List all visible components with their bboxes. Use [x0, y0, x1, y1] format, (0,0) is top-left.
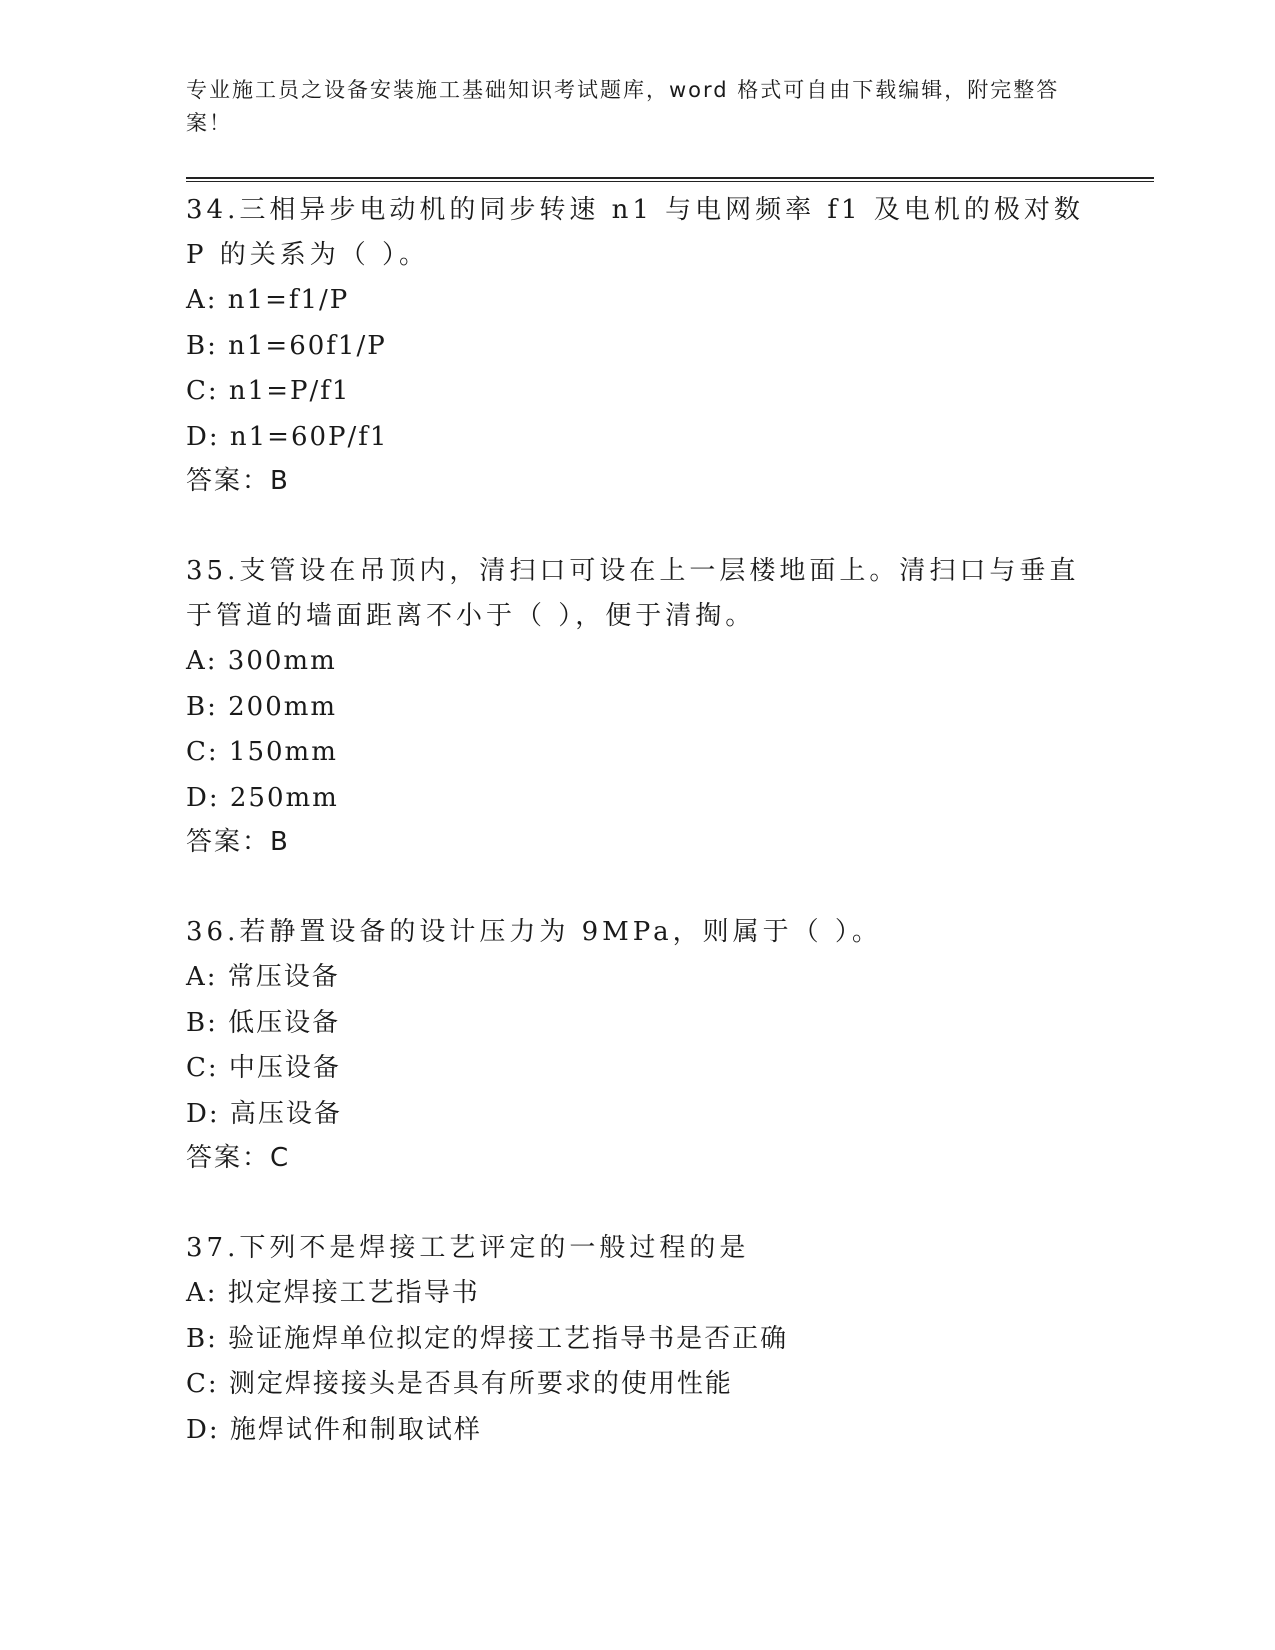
option-a: A: 常压设备	[186, 962, 340, 992]
option-c: C: 测定焊接接头是否具有所要求的使用性能	[186, 1369, 733, 1399]
answer-line: 答案：B	[186, 466, 290, 496]
option-a: A: n1=f1/P	[186, 285, 350, 315]
option-c: C: n1=P/f1	[186, 376, 351, 406]
option-b: B: n1=60f1/P	[186, 330, 387, 361]
option-d: D: 施焊试件和制取试样	[186, 1414, 482, 1445]
question-stem: 34.三相异步电动机的同步转速 n1 与电网频率 f1 及电机的极对数 P 的关系为（ ）。	[186, 195, 1084, 270]
option-a: A: 拟定焊接工艺指导书	[186, 1278, 480, 1308]
question-35	[186, 549, 1086, 864]
option-c: C: 150mm	[186, 737, 338, 767]
question-stem: 35.支管设在吊顶内，清扫口可设在上一层楼地面上。清扫口与垂直于管道的墙面距离不小于（ ），便于清掏。	[186, 556, 1080, 631]
option-d: D: 250mm	[186, 782, 339, 813]
option-b: B: 200mm	[186, 691, 338, 722]
header-divider	[186, 177, 1154, 182]
option-d: D: 高压设备	[186, 1098, 342, 1129]
question-stem: 36.若静置设备的设计压力为 9MPa，则属于（ ）。	[186, 917, 882, 947]
option-b: B: 验证施焊单位拟定的焊接工艺指导书是否正确	[186, 1323, 789, 1354]
option-d: D: n1=60P/f1	[186, 421, 389, 452]
option-b: B: 低压设备	[186, 1007, 341, 1038]
answer-line: 答案：B	[186, 827, 290, 857]
question-36	[186, 910, 1086, 1180]
option-c: C: 中压设备	[186, 1053, 341, 1083]
option-a: A: 300mm	[186, 646, 337, 676]
answer-line: 答案：C	[186, 1143, 291, 1173]
question-34	[186, 188, 1086, 503]
question-37	[186, 1226, 1086, 1453]
question-list	[186, 188, 1086, 1499]
question-stem: 37.下列不是焊接工艺评定的一般过程的是	[186, 1233, 750, 1263]
document-header: 专业施工员之设备安装施工基础知识考试题库，word 格式可自由下载编辑，附完整答案！	[186, 78, 1060, 135]
